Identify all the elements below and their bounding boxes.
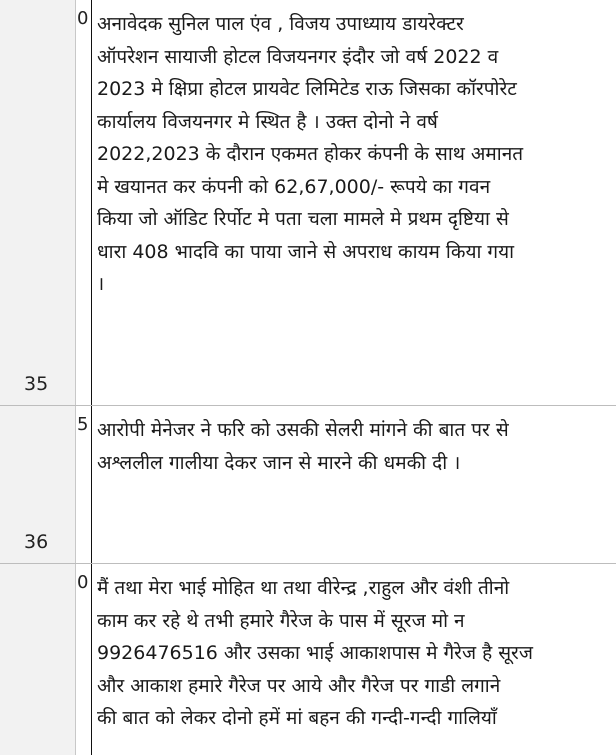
row-number-cell[interactable]: [0, 0, 76, 405]
description-cell[interactable]: [97, 8, 616, 301]
row-number: 36: [24, 531, 49, 553]
text-line: और आकाश हमारे गैरेज पर आये और गैरेज पर गाडी लगाने: [97, 674, 501, 697]
text-line: काम कर रहे थे तभी हमारे गैरेज के पास में सूरज मो न: [97, 609, 465, 632]
flag-value: 0: [77, 572, 89, 593]
text-line: ऑपरेशन सायाजी होटल विजयनगर इंदौर जो वर्ष 2022 व: [97, 45, 499, 68]
row-number-cell[interactable]: [0, 564, 76, 755]
text-line: आरोपी मेनेजर ने फरि को उसकी सेलरी मांगने की बात पर से: [97, 419, 509, 441]
text-line: कार्यालय विजयनगर मे स्थित है । उक्त दोनो ने वर्ष: [97, 110, 438, 133]
table-row-37: [0, 564, 616, 755]
text-line: धारा 408 भादवि का पाया जाने से अपराध कायम किया गया: [97, 240, 515, 263]
text-line: अश्ललील गालीया देकर जान से मारने की धमकी दी ।: [97, 451, 461, 474]
text-line: 2023 मे क्षिप्रा होटल प्रायवेट लिमिटेड राऊ जिसका कॉरपोरेट: [97, 78, 517, 100]
flag-value: 0: [77, 8, 89, 29]
flag-cell[interactable]: [76, 406, 92, 563]
text-line: 9926476516 और उसका भाई आकाशपास मे गैरेज है सूरज: [97, 642, 533, 664]
text-line: की बात को लेकर दोनो हमें मां बहन की गन्दी-गन्दी गालियाँ: [97, 707, 497, 729]
table-row-36: [0, 406, 616, 563]
row-number: 35: [24, 373, 49, 395]
text-line: किया जो ऑडिट रिर्पोट मे पता चला मामले मे प्रथम दृष्टिया से: [97, 208, 509, 230]
flag-cell[interactable]: [76, 564, 92, 755]
description-cell[interactable]: [97, 414, 616, 479]
description-cell[interactable]: [97, 572, 616, 735]
text-line: मैं तथा मेरा भाई मोहित था तथा वीरेन्द्र ,राहुल और वंशी तीनो: [97, 577, 510, 599]
text-line: मे खयानत कर कंपनी को 62,67,000/- रूपये का गवन: [97, 175, 491, 198]
flag-value: 5: [77, 414, 89, 435]
text-line: ।: [97, 273, 105, 295]
text-line: 2022,2023 के दौरान एकमत होकर कंपनी के साथ अमानत: [97, 143, 524, 165]
row-number-cell[interactable]: [0, 406, 76, 563]
text-line: अनावेदक सुनिल पाल एंव , विजय उपाध्याय डायरेक्टर: [97, 13, 464, 35]
flag-cell[interactable]: [76, 0, 92, 405]
